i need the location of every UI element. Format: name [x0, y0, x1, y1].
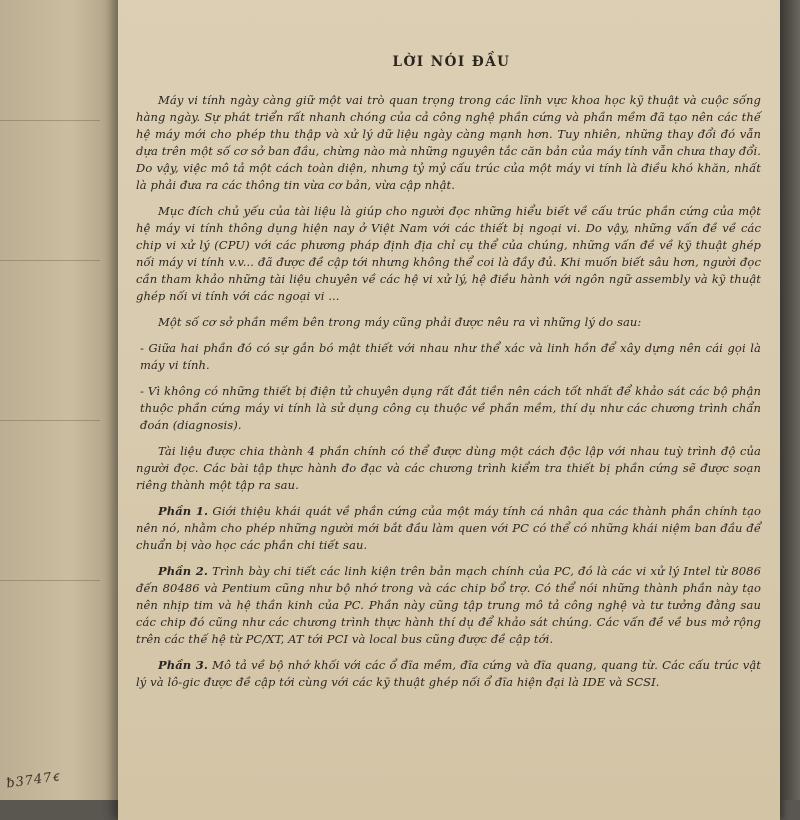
part-2-text: Trình bày chi tiết các linh kiện trên bản mạch chính của PC, đó là các vi xử lý Intel từ 8086 đến 80486 và Pentium cũng như bộ nhớ trong và các chip bổ trợ. Có thể nói những thành phần này tạo nên nhịp tim và hệ thần kinh của PC. Phần này cũng tập trung mô tả công nghệ và tư tưởng đằng sau các chip đó cũng như các chương trình thực hành thí dụ để khảo sát chúng. Các vấn đề về bus mở rộng trên các thế hệ từ PC/XT, AT tới PCI và local bus cũng được đề cập tới.	[136, 564, 762, 646]
bullet-item: - Vì không có những thiết bị điện tử chuyên dụng rất đắt tiền nên cách tốt nhất để khảo sát các bộ phận thuộc phần cứng máy vi tính là sử dụng công cụ thuộc về phần mềm, thí dụ như các chương trình chẩn đoán (diagnosis).	[140, 384, 761, 432]
part-3-paragraph	[136, 657, 761, 691]
part-1-paragraph	[136, 503, 761, 554]
paragraph-purpose: Mục đích chủ yếu của tài liệu là giúp cho người đọc những hiểu biết về cấu trúc phần cứng của một hệ máy vi tính thông dụng hiện nay ở Việt Nam với các thiết bị ngoại vi. Do vậy, những vấn đề về các chip vi xử lý (CPU) với các phương pháp định địa chỉ cụ thể của chúng, những vấn đề về kỹ thuật ghép nối máy vi tính v.v... đã được đề cập tới nhưng không thể coi là đầy đủ. Khi muốn biết sâu hơn, người đọc cần tham khảo những tài liệu chuyên về các hệ vi xử lý, hệ điều hành với ngôn ngữ assembly và kỹ thuật ghép nối vi tính với các ngoại vi ...	[136, 204, 761, 303]
previous-page-edge	[0, 0, 128, 800]
spine-text: ƀ3747ꞓ	[5, 769, 61, 792]
part-2-paragraph	[136, 563, 761, 648]
page-title: LỜI NÓI ĐẦU	[392, 54, 511, 70]
part-1-text: Giới thiệu khái quát về phần cứng của một máy tính cá nhân qua các thành phần chính tạo nên nó, nhằm cho phép những người mới bắt đầu làm quen với PC có thể có những khái niệm ban đầu để chuẩn bị vào học các phần chi tiết sau.	[136, 504, 762, 552]
part-3-label: Phần 3.	[158, 658, 208, 672]
paragraph-software-reason: Một số cơ sở phần mềm bên trong máy cũng phải được nêu ra vì những lý do sau:	[158, 315, 642, 329]
part-3-text: Mô tả về bộ nhớ khối với các ổ đĩa mềm, đĩa cứng và đĩa quang, quang từ. Các cấu trúc vật lý và lô-gic được đề cập tới cùng với các kỹ thuật ghép nối ổ đĩa hiện đại là IDE và SCSI.	[136, 658, 761, 689]
paragraph-intro: Máy vi tính ngày càng giữ một vai trò quan trọng trong các lĩnh vực khoa học kỹ thuật và cuộc sống hàng ngày. Sự phát triển rất nhanh chóng của cả công nghệ phần cứng và phần mềm đã tạo nên các thế hệ máy mới cho phép thu thập và xử lý dữ liệu ngày càng mạnh hơn. Tuy nhiên, những thay đổi đó vẫn dựa trên một số cơ sở ban đầu, chừng nào mà những nguyên tắc căn bản của máy tính vẫn chưa thay đổi. Do vậy, việc mô tả một cách toàn diện, nhưng tỷ mỷ cấu trúc của một máy vi tính là điều khó khăn, nhất là phải đưa ra các thông tin vừa cơ bản, vừa cập nhật.	[136, 93, 761, 192]
page-content	[136, 40, 761, 700]
part-1-label: Phần 1.	[158, 504, 209, 518]
bullet-item: - Giữa hai phần đó có sự gắn bó mật thiết với nhau như thể xác và linh hồn để xây dựng nên cái gọi là máy vi tính.	[140, 341, 761, 372]
page-gutter	[780, 0, 800, 800]
paragraph-structure: Tài liệu được chia thành 4 phần chính có thể được dùng một cách độc lập với nhau tuỳ trình độ của người đọc. Các bài tập thực hành đo đạc và các chương trình kiểm tra thiết bị phần cứng sẽ được soạn riêng thành một tập ra sau.	[136, 444, 761, 492]
part-2-label: Phần 2.	[158, 564, 208, 578]
